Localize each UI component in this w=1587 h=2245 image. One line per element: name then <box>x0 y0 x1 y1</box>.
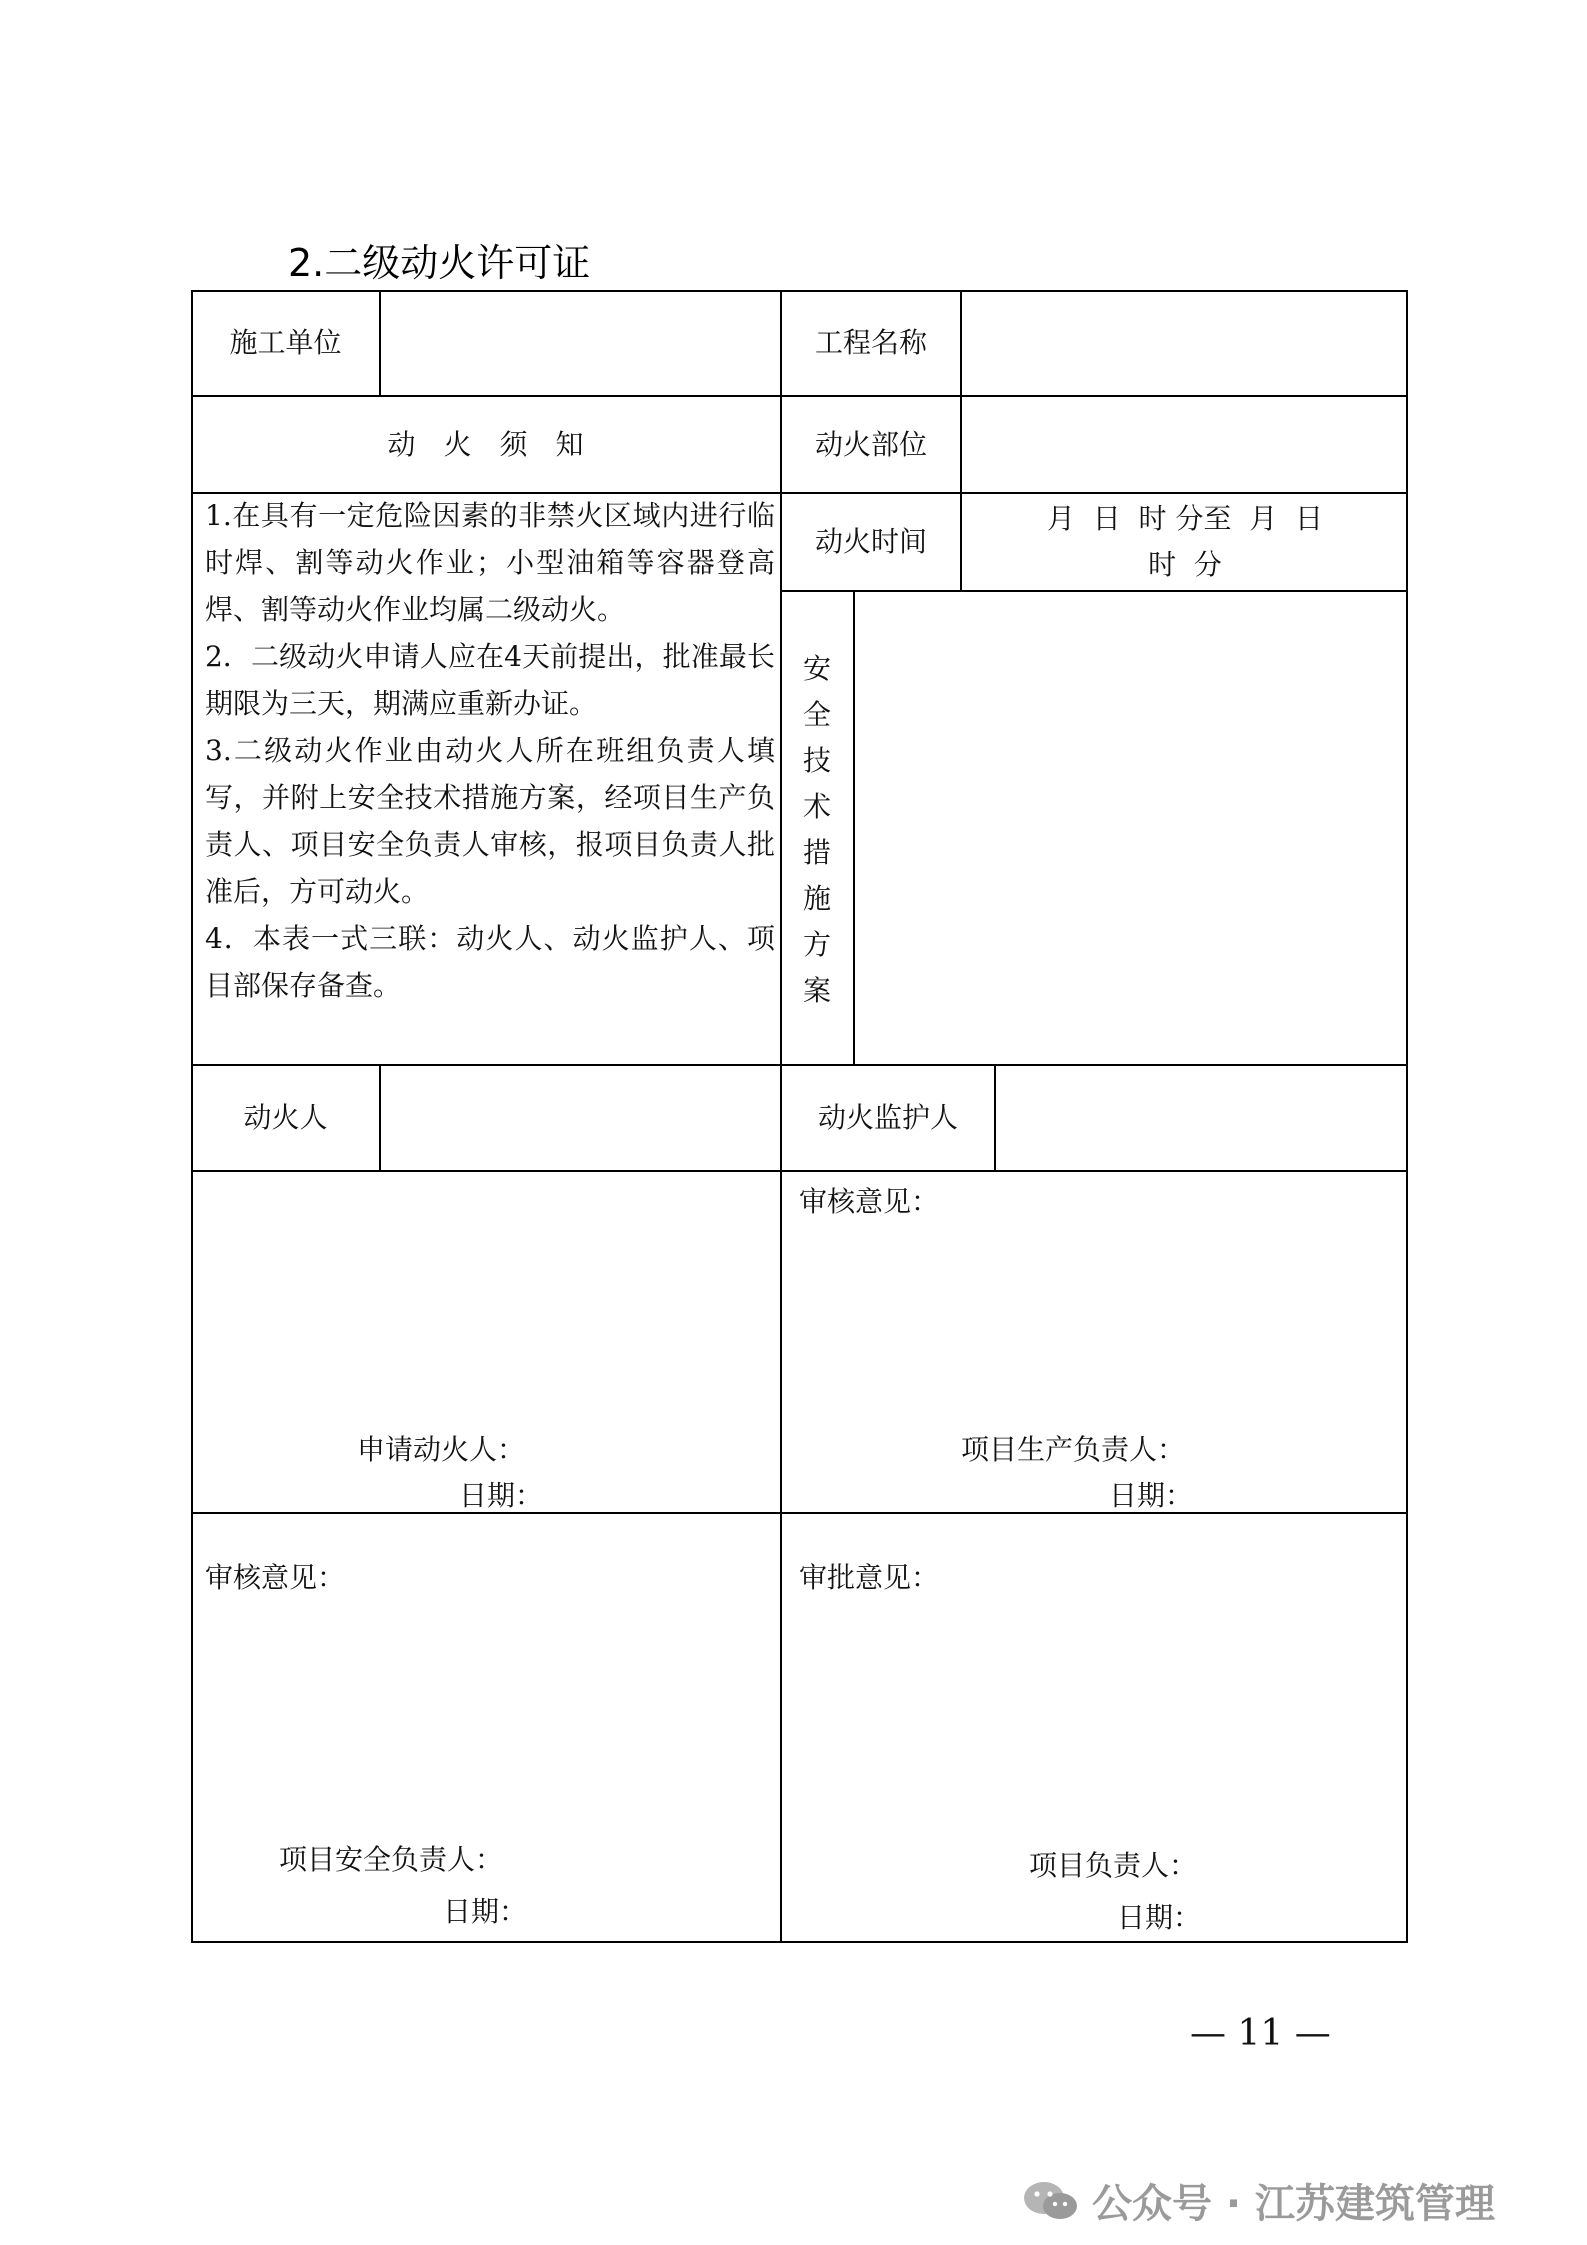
safety-manager-label: 项目安全负责人： <box>279 1843 504 1876</box>
notice-item: 2．二级动火申请人应在4天前提出，批准最长期限为三天，期满应重新办证。 <box>205 640 775 720</box>
fire-time-template-line2: 时 分 <box>1148 548 1222 581</box>
fire-time-field[interactable] <box>962 494 1408 590</box>
production-manager-label: 项目生产负责人： <box>961 1433 1186 1466</box>
watermark <box>1020 2172 1495 2229</box>
fire-guardian-field[interactable] <box>996 1066 1408 1170</box>
fire-notice-heading: 动火须知 <box>387 427 612 461</box>
project-manager-date-label: 日期： <box>1117 1901 1202 1934</box>
permit-form-table <box>191 290 1408 1943</box>
safety-plan-char: 案 <box>802 974 831 1007</box>
notice-item: 1.在具有一定危险因素的非禁火区域内进行临时焊、割等动火作业；小型油箱等容器登高焊、割等动火作业均属二级动火。 <box>205 499 775 626</box>
safety-date-label: 日期： <box>443 1895 528 1928</box>
review-opinion-label: 审核意见： <box>799 1185 940 1218</box>
project-name-label: 工程名称 <box>814 326 927 359</box>
page-number: — 11 — <box>1190 2013 1331 2054</box>
page-title: 2.二级动火许可证 <box>288 241 591 285</box>
project-manager-label: 项目负责人： <box>1029 1849 1198 1882</box>
safety-plan-char: 全 <box>802 698 831 731</box>
notice-item: 3.二级动火作业由动火人所在班组负责人填写，并附上安全技术措施方案，经项目生产负责人、项目安全负责人审核，报项目负责人批准后，方可动火。 <box>205 734 775 908</box>
fire-location-label: 动火部位 <box>814 427 927 461</box>
fire-time-template-line1: 月 日 时 分至 月 日 <box>1046 502 1324 535</box>
project-name-field[interactable] <box>962 290 1408 396</box>
fire-notice-list <box>205 492 775 1009</box>
production-date-label: 日期： <box>1109 1479 1194 1512</box>
approval-opinion-label: 审批意见： <box>799 1561 940 1594</box>
notice-item: 4．本表一式三联：动火人、动火监护人、项目部保存备查。 <box>205 922 775 1002</box>
wechat-icon <box>1020 2178 1082 2224</box>
fire-person-field[interactable] <box>381 1066 780 1170</box>
safety-plan-field[interactable] <box>855 592 1408 1064</box>
applicant-label: 申请动火人： <box>357 1433 526 1466</box>
fire-guardian-label: 动火监护人 <box>817 1101 958 1134</box>
safety-plan-char: 施 <box>802 882 831 915</box>
construction-unit-label: 施工单位 <box>229 326 342 359</box>
review-opinion-label-2: 审核意见： <box>205 1561 346 1594</box>
safety-plan-char: 术 <box>802 790 831 823</box>
safety-plan-char: 方 <box>802 928 831 961</box>
safety-plan-char: 安 <box>802 652 831 685</box>
watermark-text: 公众号 · 江苏建筑管理 <box>1092 2181 1496 2227</box>
safety-plan-label <box>782 590 852 1070</box>
safety-plan-char: 技 <box>802 744 831 777</box>
fire-person-label: 动火人 <box>243 1101 328 1134</box>
fire-time-label: 动火时间 <box>814 525 927 558</box>
fire-location-field[interactable] <box>962 397 1408 492</box>
safety-plan-char: 措 <box>802 836 831 869</box>
applicant-date-label: 日期： <box>459 1479 544 1512</box>
construction-unit-field[interactable] <box>381 290 780 396</box>
